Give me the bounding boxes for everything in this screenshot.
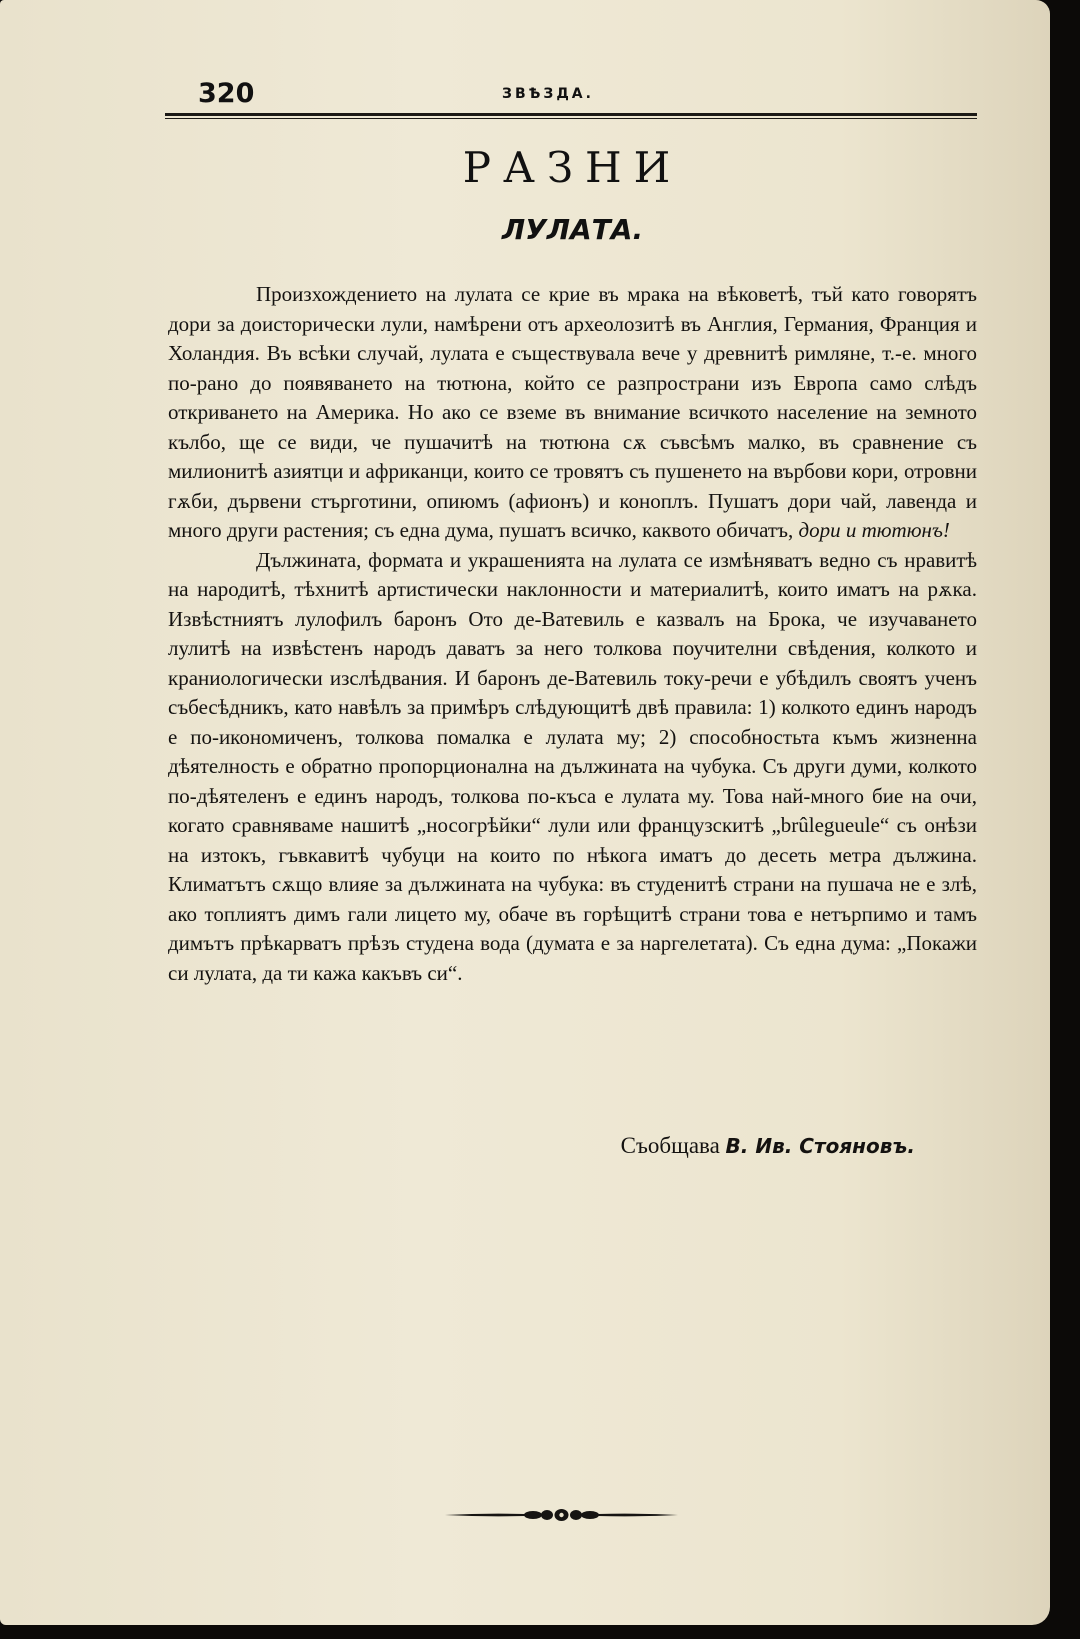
signature <box>170 1133 915 1159</box>
signature-author: В. Ив. Стояновъ. <box>725 1134 915 1158</box>
header-rule <box>165 113 977 119</box>
paragraph-1 <box>168 280 977 546</box>
page-header <box>170 78 975 108</box>
running-title: ЗВѢЗДА. <box>502 86 594 102</box>
paragraph-2 <box>168 546 977 989</box>
section-title: РАЗНИ <box>462 143 683 192</box>
page-number: 320 <box>198 78 255 109</box>
article-title: ЛУЛАТА. <box>501 213 644 246</box>
decorative-rule-ornament-icon <box>445 1508 678 1522</box>
paragraph-1-emphasis: дори и тютюнъ! <box>798 518 950 542</box>
paragraph-1-text: Произхождението на лулата се крие въ мрака на вѣковетѣ, тъй като говорятъ дори за доисторически лули, намѣрени отъ археолозитѣ въ Англия, Германия, Франция и Холандия. Въ всѣки случай, лулата е съществувала вече у древнитѣ римляне, т.-е. много по-рано до появяването на тютюна, който се разпространи изъ Европа само слѣдъ откриването на Америка. Но ако се вземе въ внимание всичкото население на земното кълбо, ще се види, че пушачитѣ на тютюна сѫ съвсѣмъ малко, въ сравнение съ милионитѣ азиятци и африканци, които се тровятъ съ пушенето на върбови кори, отровни гѫби, дървени стърготини, опиюмъ (афионъ) и коноплъ. Пушатъ дори чай, лавенда и много други растения; съ една дума, пушатъ всичко, каквото обичатъ, <box>168 282 977 542</box>
signature-prefix: Съобщава <box>620 1133 720 1158</box>
article-body <box>168 280 977 988</box>
paragraph-2-text: Дължината, формата и украшенията на лулата се измѣняватъ ведно съ нравитѣ на народитѣ, тѣхнитѣ артистически наклонности и материалитѣ, които иматъ на рѫка. Извѣстниятъ лулофилъ баронъ Ото де-Ватевиль е казвалъ на Брока, че изучаването лулитѣ на извѣстенъ народъ даватъ за него толкова поучителни свѣдения, колкото и краниологически изслѣдвания. И баронъ де-Ватевиль току-речи е убѣдилъ своятъ ученъ събесѣдникъ, като навѣлъ за примѣръ слѣдующитѣ двѣ правила: 1) колкото единъ народъ е по-икономиченъ, толкова помалка е лулата му; 2) способностьта къмъ жизненна дѣятелность е обратно пропорционална на дължината на чубука. Съ други думи, колкото по-дѣятеленъ е единъ народъ, толкова по-къса е лулата му. Това най-много бие на очи, когато сравняваме нашитѣ „носогрѣйки“ лули или французскитѣ „brûlegueule“ съ онѣзи на изтокъ, гъвкавитѣ чубуци на които по нѣкога иматъ до десеть метра дължина. Климатътъ сѫщо влияе за дължината на чубука: въ студенитѣ страни на пушача не е злѣ, ако топлиятъ димъ гали лицето му, обаче въ горѣщитѣ страни това е нетърпимо и тамъ димътъ прѣкарватъ прѣзъ студена вода (думата е за наргелетата). Съ една дума: „Покажи си лулата, да ти кажа какъвъ си“. <box>168 547 977 985</box>
